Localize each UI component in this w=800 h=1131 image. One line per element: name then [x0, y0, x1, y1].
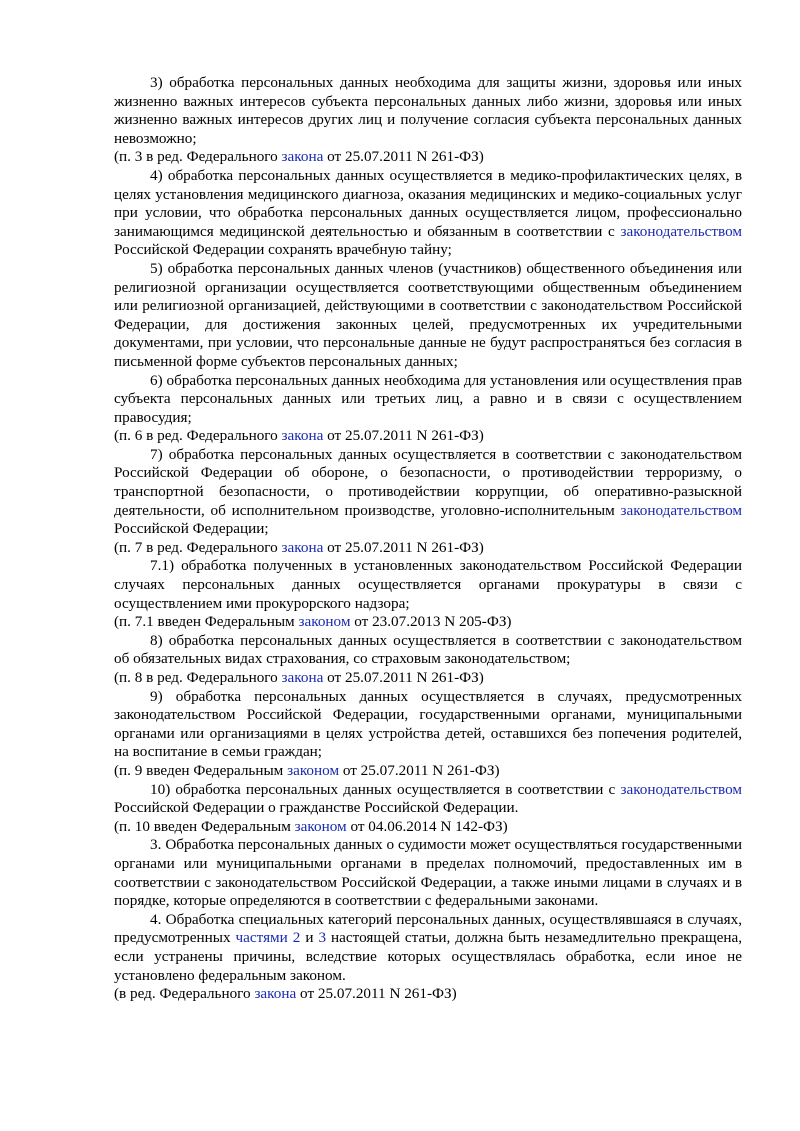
text-run: 4. Обработка специальных категорий персональных данных, осуществлявшаяся в случаях, предусмотренных	[114, 910, 742, 947]
amendment-note	[114, 762, 742, 781]
text-run: (п. 7.1 введен Федеральным	[114, 613, 299, 631]
text-run: от 23.07.2013 N 205-ФЗ)	[350, 613, 512, 631]
text-run: и	[300, 929, 319, 947]
text-run: от 25.07.2011 N 261-ФЗ)	[323, 669, 484, 686]
amendment-note	[114, 148, 742, 167]
text-run: Российской Федерации о гражданстве Российской Федерации.	[114, 799, 519, 817]
law-link[interactable]: 3	[318, 929, 327, 947]
amendment-note	[114, 613, 742, 632]
law-link[interactable]: законодательством	[620, 501, 742, 519]
text-run: настоящей статьи, должна быть незамедлительно прекращена, если устранены причины, вследствие которых осуществлялась обработка, если иное не установлено федеральным законом.	[114, 929, 742, 984]
paragraph	[114, 372, 742, 428]
paragraph	[114, 446, 742, 539]
text-run: (в ред. Федерального	[114, 985, 255, 1003]
text-run: (п. 10 введен Федеральным	[114, 817, 295, 835]
paragraph	[114, 167, 742, 260]
law-link[interactable]: законодательством	[620, 780, 742, 798]
paragraph	[114, 632, 742, 669]
text-run: (п. 3 в ред. Федерального	[114, 148, 282, 166]
text-run: (п. 6 в ред. Федерального	[114, 427, 282, 445]
paragraph	[114, 688, 742, 762]
text-run: от 25.07.2011 N 261-ФЗ)	[339, 761, 500, 779]
text-run: (п. 9 введен Федеральным	[114, 761, 288, 779]
text-run: от 25.07.2011 N 261-ФЗ)	[323, 148, 484, 166]
law-link[interactable]: закона	[281, 538, 324, 556]
law-link[interactable]: частями 2	[235, 929, 301, 947]
text-run: 10) обработка персональных данных осуществляется в соответствии с	[150, 780, 621, 798]
paragraph	[114, 911, 742, 985]
amendment-note	[114, 539, 742, 558]
text-run: 7) обработка персональных данных осуществляется в соответствии с законодательством Российской Федерации об обороне, о безопасности, о противодействии терроризму, о транспортной безопасности, о противодействии коррупции, об оперативно-разыскной деятельности, об исполнительном производстве, уголовно-исполнительным	[114, 445, 742, 519]
law-link[interactable]: закона	[254, 985, 297, 1003]
text-run: 3) обработка персональных данных необходима для защиты жизни, здоровья или иных жизненно важных интересов субъекта персональных данных либо жизни, здоровья или иных жизненно важных интересов других лиц и получение согласия субъекта персональных данных невозможно;	[114, 74, 742, 147]
paragraph	[114, 836, 742, 910]
law-link[interactable]: законом	[298, 613, 351, 631]
paragraph	[114, 557, 742, 613]
text-run: (п. 8 в ред. Федерального	[114, 669, 282, 686]
law-link[interactable]: закона	[281, 148, 324, 166]
text-run: от 25.07.2011 N 261-ФЗ)	[296, 985, 457, 1003]
text-run: (п. 7 в ред. Федерального	[114, 538, 282, 556]
law-link[interactable]: закона	[281, 669, 324, 686]
law-link[interactable]: законодательством	[620, 222, 742, 240]
paragraph	[114, 781, 742, 818]
amendment-note	[114, 818, 742, 837]
text-run: от 04.06.2014 N 142-ФЗ)	[346, 817, 508, 835]
law-link[interactable]: закона	[281, 427, 324, 445]
text-run: 6) обработка персональных данных необходима для установления или осуществления прав субъекта персональных данных или третьих лиц, а равно и в связи с осуществлением правосудия;	[114, 371, 742, 426]
amendment-note	[114, 985, 742, 1004]
text-run: 5) обработка персональных данных членов (участников) общественного объединения или религиозной организации осуществляется соответствующими общественным объединением или религиозной организацией, действующими в соответствии с законодательством Российской Федерации, для достижения законных целей, предусмотренных их учредительными документами, при условии, что персональные данные не будут распространяться без согласия в письменной форме субъектов персональных данных;	[114, 259, 742, 370]
text-run: 9) обработка персональных данных осуществляется в случаях, предусмотренных законодательством Российской Федерации, государственными органами, муниципальными органами или организациями в целях устройства детей, оставшихся без попечения родителей, на воспитание в семьи граждан;	[114, 687, 742, 761]
paragraph	[114, 260, 742, 372]
text-run: Российской Федерации сохранять врачебную тайну;	[114, 241, 452, 259]
law-link[interactable]: законом	[287, 761, 340, 779]
text-run: от 25.07.2011 N 261-ФЗ)	[323, 538, 484, 556]
law-link[interactable]: законом	[294, 817, 347, 835]
document-page	[114, 74, 742, 1004]
text-run: 4) обработка персональных данных осуществляется в медико-профилактических целях, в целях установления медицинского диагноза, оказания медицинских и медико-социальных услуг при условии, что обработка персональных данных осуществляется лицом, профессионально занимающимся медицинской деятельностью и обязанным в соответствии с	[114, 166, 742, 240]
text-run: 3. Обработка персональных данных о судимости может осуществляться государственными органами или муниципальными органами в пределах полномочий, предоставленных им в соответствии с законодательством Российской Федерации, а также иными лицами в случаях и в порядке, которые определяются в соответствии с федеральными законами.	[114, 836, 742, 910]
paragraph	[114, 74, 742, 148]
text-run: Российской Федерации;	[114, 520, 269, 538]
amendment-note	[114, 669, 742, 688]
amendment-note	[114, 427, 742, 446]
text-run: 8) обработка персональных данных осуществляется в соответствии с законодательством об обязательных видах страхования, со страховым законодательством;	[114, 631, 742, 668]
text-run: от 25.07.2011 N 261-ФЗ)	[323, 427, 484, 445]
text-run: 7.1) обработка полученных в установленных законодательством Российской Федерации случаях персональных данных осуществляется органами прокуратуры в связи с осуществлением ими прокурорского надзора;	[114, 557, 742, 612]
